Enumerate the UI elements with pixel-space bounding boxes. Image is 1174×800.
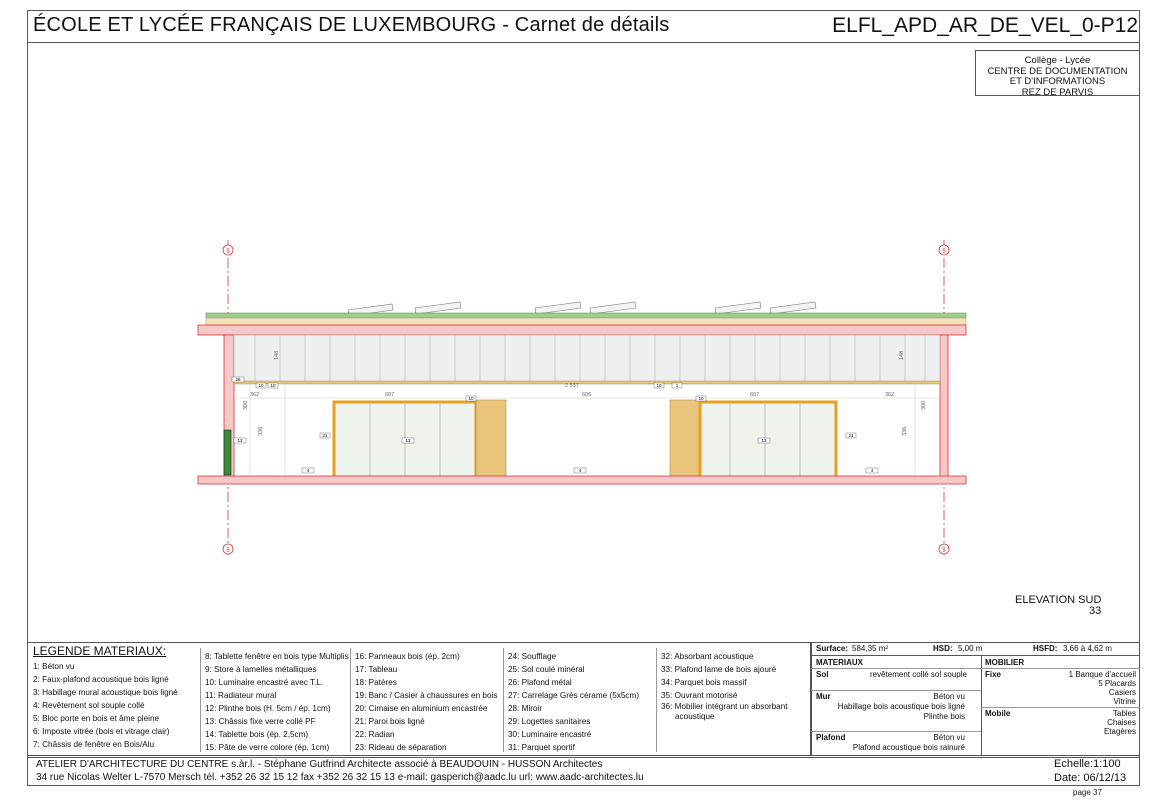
tag: 21	[848, 433, 854, 438]
mur-value: Béton vu	[933, 692, 965, 701]
date-label: Date: 06/12/13	[1054, 772, 1127, 784]
plafond-value: Béton vu	[933, 733, 965, 742]
tag: 10	[468, 396, 474, 401]
legend-item: 19: Banc / Casier à chaussures en bois	[355, 691, 498, 700]
surface-value: 584,35 m²	[852, 644, 889, 653]
legend-item: 29: Logettes sanitaires	[508, 717, 591, 726]
legend-item: 15: Pâte de verre colore (ép. 1cm)	[205, 743, 330, 752]
dim-label: 300	[243, 400, 249, 410]
legend-title: LEGENDE MATERIAUX:	[33, 644, 167, 658]
plafond-label: Plafond	[816, 733, 846, 742]
glazed-block-left	[334, 400, 506, 477]
dim-label: 148	[274, 350, 280, 360]
tag: 13	[237, 438, 243, 443]
tag: 10	[656, 383, 662, 388]
tag: 13	[405, 438, 411, 443]
mur-value: Plinthe bois	[923, 712, 965, 721]
tag: 13	[761, 438, 767, 443]
tag: 10	[258, 383, 264, 388]
sol-label: Sol	[816, 670, 829, 679]
legend-divider	[656, 648, 657, 752]
plafond-value: Plafond acoustique bois rainuré	[852, 743, 965, 752]
fixe-value: Casiers	[1108, 688, 1136, 697]
legend-item: 9: Store à lamelles métalliques	[205, 665, 317, 674]
tag: 21	[322, 433, 328, 438]
mobile-label: Mobile	[985, 709, 1011, 718]
left-window	[224, 430, 231, 475]
legend-item: 24: Soufflage	[508, 652, 557, 661]
mur-label: Mur	[816, 692, 831, 701]
legend-item: 33: Plafond lame de bois ajouré	[661, 665, 777, 674]
dim-label: 300	[921, 400, 927, 410]
dim-label: 148	[899, 350, 905, 360]
ceiling-panels	[234, 335, 940, 384]
sheet-title: ÉCOLE ET LYCÉE FRANÇAIS DE LUXEMBOURG - Carnet de détails	[33, 14, 670, 36]
legend-column-3	[355, 650, 497, 754]
hsfd-value: 3,66 à 4,62 m	[1063, 644, 1112, 653]
hsfd-label: HSFD:	[1033, 644, 1058, 653]
room-line: ET D'INFORMATIONS	[1009, 76, 1106, 87]
mat-divider	[981, 668, 1140, 669]
legend-column-5	[661, 650, 788, 722]
legend-column-4	[508, 650, 639, 754]
surface-label: Surface:	[816, 644, 849, 653]
legend-item: 7: Châssis de fenêtre en Bois/Alu	[33, 740, 155, 749]
fixe-value: Vitrine	[1113, 697, 1136, 706]
legend-item: 35: Ouvrant motorisé	[661, 691, 738, 700]
tag: 1	[675, 383, 679, 388]
elevation-drawing	[180, 240, 980, 570]
tag: 4	[306, 468, 310, 473]
header-divider	[27, 42, 1140, 43]
mat-divider	[981, 707, 1140, 708]
right-wall	[940, 335, 948, 478]
sheet-code: ELFL_APD_AR_DE_VEL_0-P12	[832, 14, 1138, 37]
dim-label: 362	[885, 392, 895, 398]
tag: 28	[235, 377, 241, 382]
mobile-value: Etagères	[1103, 727, 1136, 736]
firm-line: ATELIER D'ARCHITECTURE DU CENTRE s.àr.l. - Stéphane Gutfrind Architecte associé à BEAUDOUIN - HUSSON Architectes	[36, 759, 603, 770]
legend-item: 32: Absorbant acoustique	[661, 652, 754, 661]
hsd-value: 5,00 m	[958, 644, 983, 653]
legend-item: 10: Luminaire encastré avec T.L.	[205, 678, 324, 687]
legend-item: 17: Tableau	[355, 665, 398, 674]
room-line: REZ DE PARVIS	[1021, 86, 1094, 98]
dim-label: 336	[902, 426, 908, 436]
legend-item: 18: Patères	[355, 678, 397, 687]
legend-item: 28: Miroir	[508, 704, 543, 713]
legend-divider	[200, 648, 201, 752]
legend-item: 2: Faux-plafond acoustique bois ligné	[33, 675, 169, 684]
room-line: Collège - Lycée	[1024, 55, 1091, 66]
mat-divider	[981, 655, 982, 756]
legend-item: 16: Panneaux bois (ép. 2cm)	[355, 652, 460, 661]
legend-item: 36: Mobilier intégrant un absorbant	[661, 702, 788, 711]
fixe-value: 5 Placards	[1098, 679, 1136, 688]
tag: 4	[870, 468, 874, 473]
legend-item: 23: Rideau de séparation	[355, 743, 447, 752]
dim-label: 336	[258, 426, 264, 436]
legend-item: 12: Plinthe bois (H. 5cm / ép. 1cm)	[205, 704, 331, 713]
legend-item: 8: Tablette fenêtre en bois type Multiplis	[205, 652, 349, 661]
legend-item: 30: Luminaire encastré	[508, 730, 592, 739]
elevation-title: ELEVATION SUD	[1015, 594, 1102, 606]
legend-item: 11: Radiateur mural	[205, 691, 277, 700]
dim-label: 607	[750, 392, 760, 398]
legend-item: 22: Radian	[355, 730, 395, 739]
dim-label: 606	[582, 392, 592, 398]
mat-divider	[811, 668, 981, 669]
legend-column-1	[33, 660, 178, 751]
legend-column-2	[205, 650, 349, 754]
elevation-number: 33	[1089, 605, 1102, 617]
tag: 10	[270, 383, 276, 388]
legend-item: 26: Plafond métal	[508, 678, 572, 687]
legend-divider	[503, 648, 504, 752]
footer-divider	[27, 757, 1140, 758]
dim-label: 362	[250, 392, 260, 398]
legend-divider	[350, 648, 351, 752]
materiaux-title: MATERIAUX	[816, 658, 863, 667]
hsd-label: HSD:	[933, 644, 953, 653]
fixe-value: 1 Banque d'accueil	[1068, 670, 1136, 679]
legend-item: 4: Revêtement sol souple collé	[33, 701, 145, 710]
mat-divider	[811, 655, 1140, 656]
room-box	[975, 50, 1140, 96]
mur-value: Habillage bois acoustique bois ligné	[837, 702, 965, 711]
room-line: CENTRE DE DOCUMENTATION	[987, 65, 1128, 77]
scale-label: Echelle:1:100	[1054, 758, 1121, 770]
mobile-value: Chaises	[1107, 718, 1136, 727]
mobile-value: Tables	[1112, 709, 1136, 718]
page-number: page 37	[1073, 788, 1102, 797]
legend-item: 14: Tablette bois (ép. 2,5cm)	[205, 730, 309, 739]
legend-item: 6: Imposte vitrée (bois et vitrage clair)	[33, 727, 170, 736]
legend-item: 34: Parquet bois massif	[661, 678, 747, 687]
mat-divider	[811, 731, 981, 732]
legend-item: 25: Sol coulé minéral	[508, 665, 585, 674]
tag: 4	[578, 468, 582, 473]
legend-item: 21: Paroi bois ligné	[355, 717, 425, 726]
legend-item: acoustique	[675, 712, 715, 721]
legend-item: 1: Béton vu	[33, 662, 75, 671]
contact-line: 34 rue Nicolas Welter L-7570 Mersch tél. +352 26 32 15 12 fax +352 26 32 15 13 e-mail: gasperich@aadc.lu url: www.aadc-architectes.lu	[36, 772, 644, 783]
axis-label: 5	[226, 548, 230, 554]
legend-item: 3: Habillage mural acoustique bois ligné	[33, 688, 178, 697]
legend-item: 31: Parquet sportif	[508, 743, 575, 752]
roof-insulation	[206, 318, 966, 325]
dim-label: 607	[385, 392, 395, 398]
floor-slab	[198, 476, 966, 484]
sol-value: revêtement collé sol souple	[870, 670, 967, 679]
glazed-block-right	[670, 400, 836, 477]
axis-label: 5	[942, 548, 946, 554]
axis-label: 5	[942, 249, 946, 255]
mat-divider	[811, 690, 981, 691]
dim-label: 2 537	[565, 383, 579, 389]
green-roof	[206, 313, 966, 318]
mobilier-title: MOBILIER	[985, 658, 1025, 667]
legend-item: 20: Cimaise en aluminium encastrée	[355, 704, 488, 713]
legend-item: 5: Bloc porte en bois et âme pleine	[33, 714, 160, 723]
legend-item: 27: Carrelage Grès cérame (5x5cm)	[508, 691, 640, 700]
fixe-label: Fixe	[985, 670, 1002, 679]
legend-item: 13: Châssis fixe verre collé PF	[205, 717, 316, 726]
tag: 10	[698, 396, 704, 401]
axis-label: 5	[226, 249, 230, 255]
roof-slab	[198, 325, 966, 335]
